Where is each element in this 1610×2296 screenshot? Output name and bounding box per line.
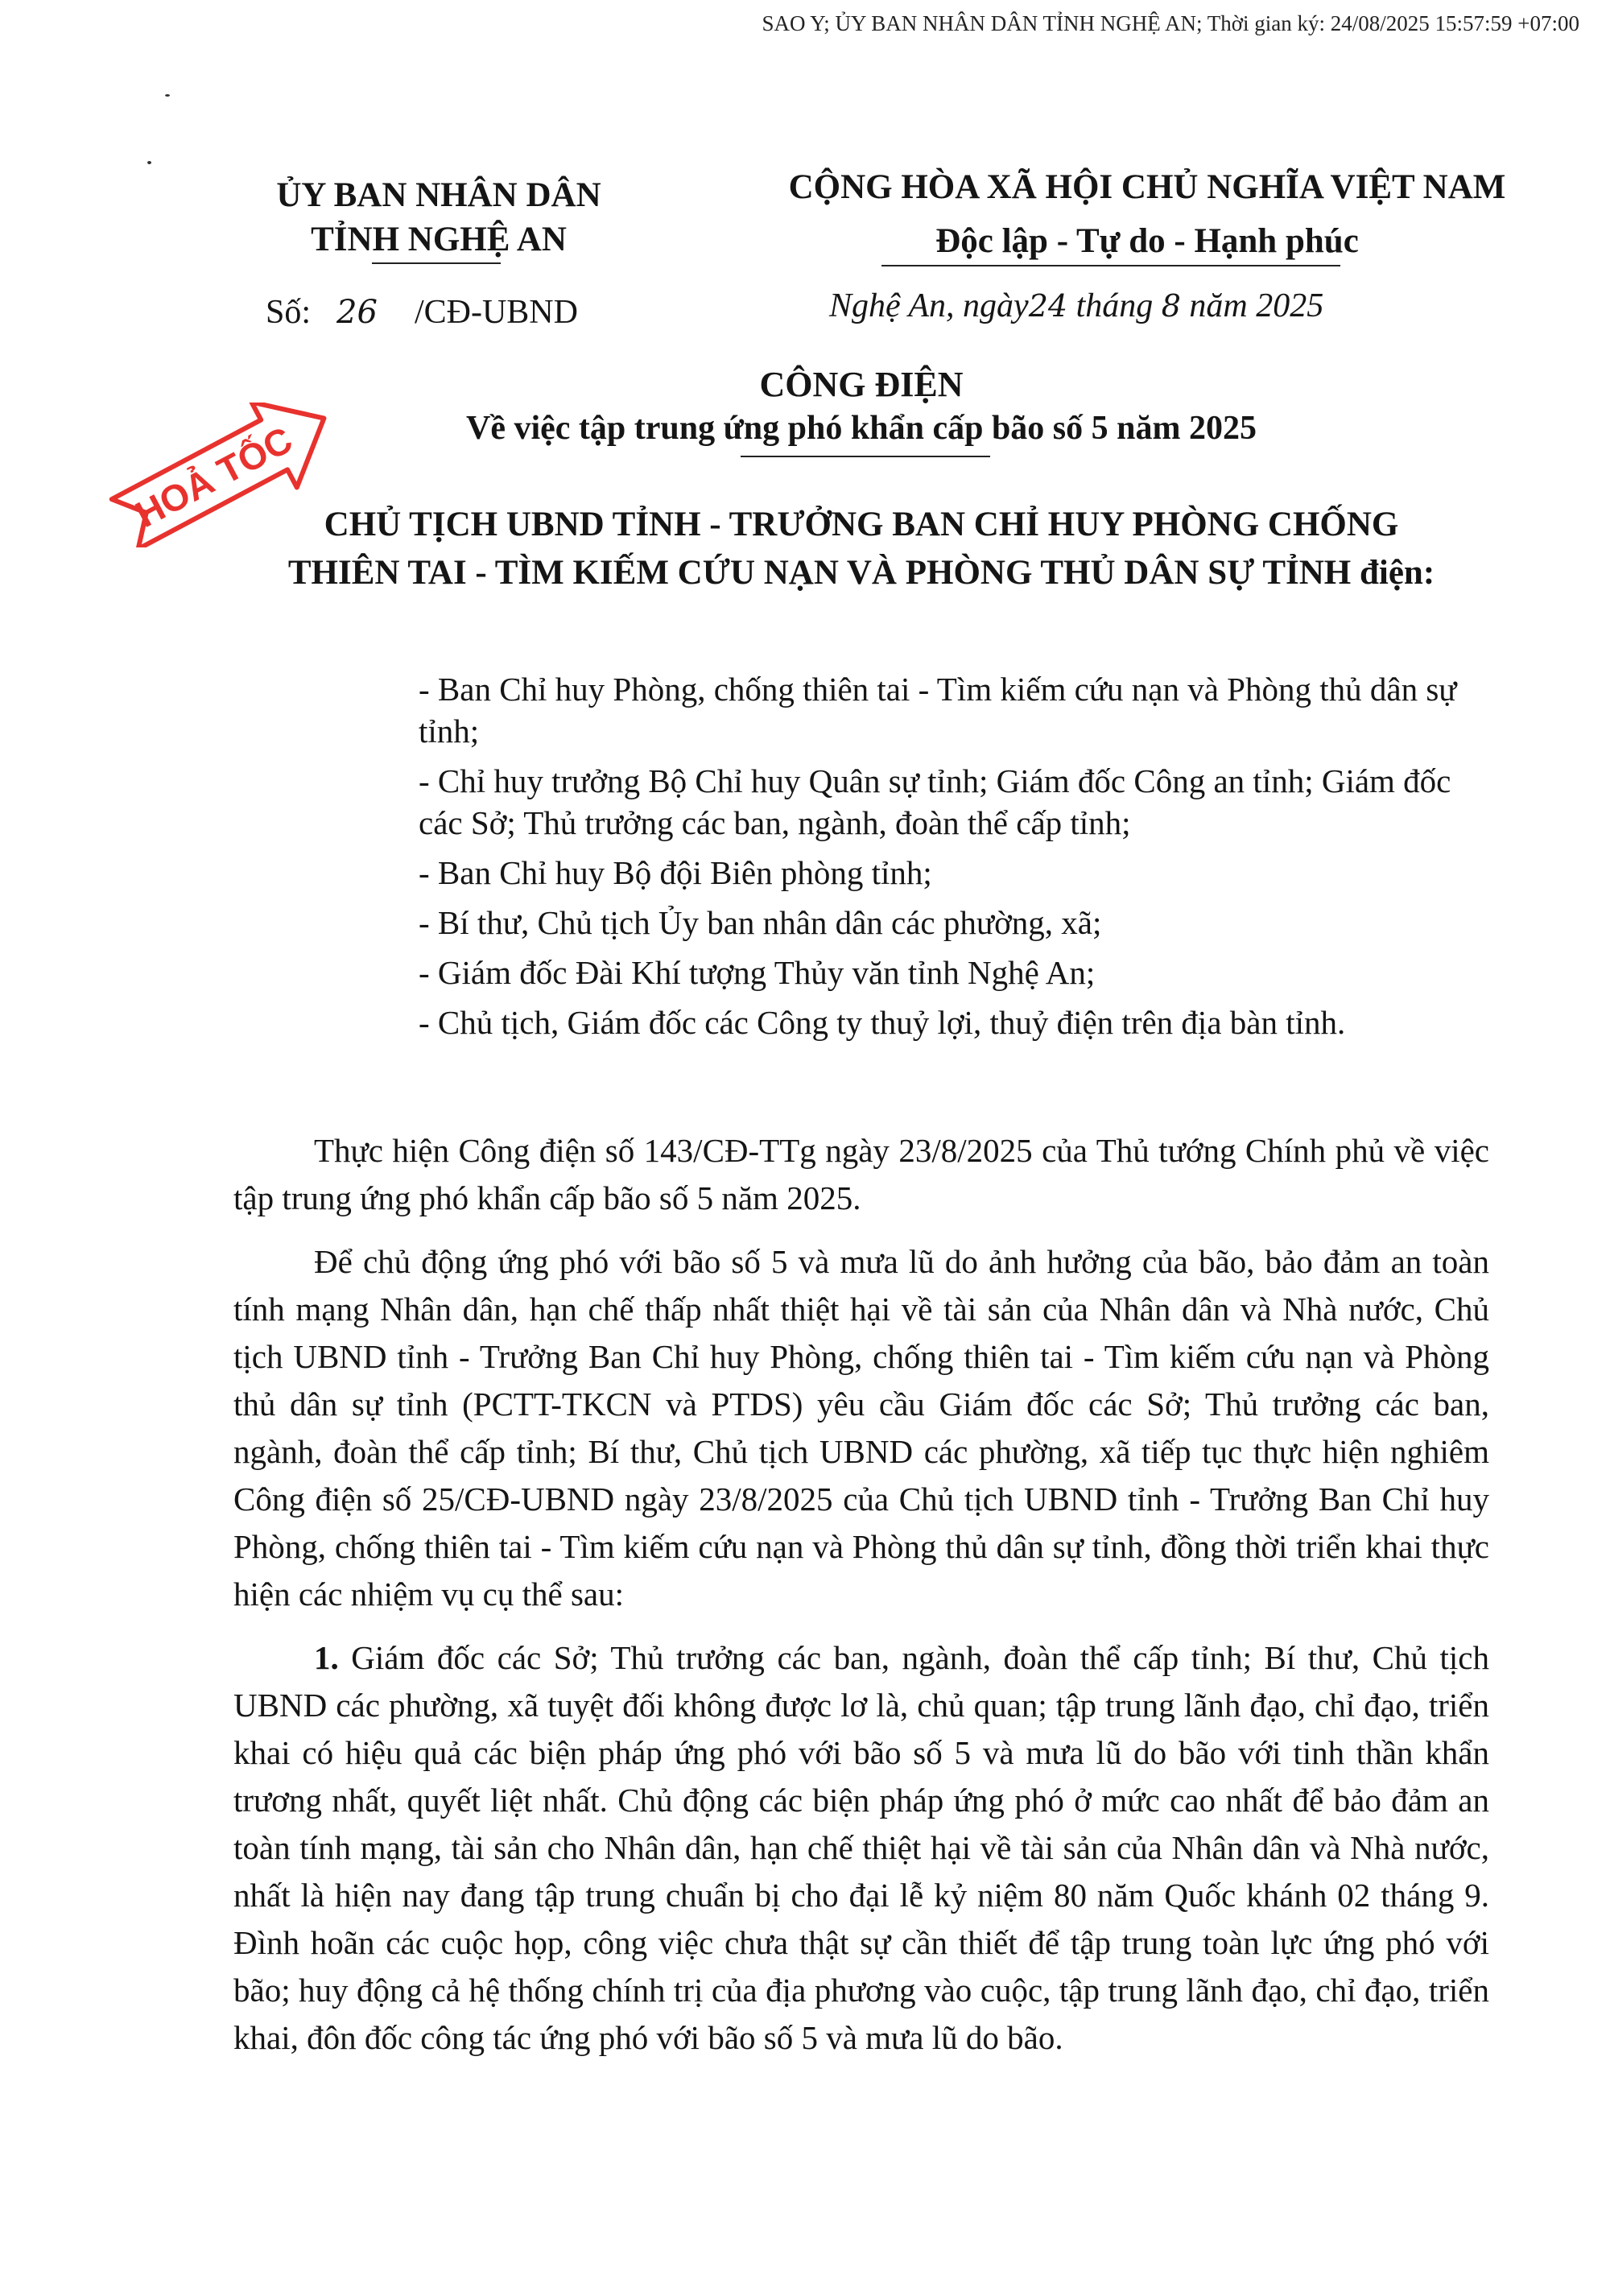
scan-speck [165, 94, 170, 97]
urgent-stamp-text: HOẢ TỐC [128, 418, 299, 536]
recipient-item: - Chủ tịch, Giám đốc các Công ty thuỷ lợi, thuỷ điện trên địa bàn tỉnh. [419, 1004, 1346, 1041]
year-label: năm 2025 [1189, 287, 1324, 324]
document-subject: Về việc tập trung ứng phó khẩn cấp bão số 5 năm 2025 [465, 410, 1257, 447]
doc-number-handwritten: 26 [336, 294, 378, 331]
body-paragraph: Để chủ động ứng phó với bão số 5 và mưa lũ do ảnh hưởng của bão, bảo đảm an toàn tính mạng Nhân dân, hạn chế thấp nhất thiệt hại về tài sản của Nhân dân và Nhà nước, Chủ tịch UBND tỉnh - Trưởng Ban Chỉ huy Phòng, chống thiên tai - Tìm kiếm cứu nạn và Phòng thủ dân sự tỉnh (PCTT-TKCN và PTDS) yêu cầu Giám đốc các Sở; Thủ trưởng các ban, ngành, đoàn thể cấp tỉnh; Bí thư, Chủ tịch UBND các phường, xã tiếp tục thực hiện nghiêm Công điện số 25/CĐ-UBND ngày 23/8/2025 của Chủ tịch UBND tỉnh - Trưởng Ban Chỉ huy Phòng, chống thiên tai - Tìm kiếm cứu nạn và Phòng thủ dân sự tỉnh, đồng thời triển khai thực hiện các nhiệm vụ cụ thể sau: [233, 1243, 1489, 1613]
doc-number-suffix: /CĐ-UBND [414, 294, 578, 331]
doc-number-label: Số: [266, 294, 312, 331]
sender-title [0, 501, 1610, 597]
recipient-item: - Chỉ huy trưởng Bộ Chỉ huy Quân sự tỉnh; Giám đốc Công an tỉnh; Giám đốc các Sở; Thủ trưởng các ban, ngành, đoàn thể cấp tỉnh; [419, 762, 1451, 841]
issuing-org-line1: ỦY BAN NHÂN DÂN [276, 176, 601, 214]
document-type-title: CÔNG ĐIỆN [759, 365, 964, 404]
recipient-item: - Ban Chỉ huy Phòng, chống thiên tai - Tìm kiếm cứu nạn và Phòng thủ dân sự tỉnh; [419, 671, 1457, 750]
document-number [266, 293, 578, 332]
recipient-item: - Giám đốc Đài Khí tượng Thủy văn tỉnh Nghệ An; [419, 954, 1096, 991]
item-number: 1. [314, 1639, 339, 1676]
place-and-date [829, 287, 1323, 325]
scan-speck [147, 161, 151, 164]
motto-underline [881, 265, 1340, 266]
month-label: tháng [1075, 287, 1154, 324]
sender-title-line1: CHỦ TỊCH UBND TỈNH - TRƯỞNG BAN CHỈ HUY PHÒNG CHỐNG [324, 506, 1399, 543]
org-underline [372, 262, 501, 264]
national-motto: Độc lập - Tự do - Hạnh phúc [935, 222, 1359, 260]
recipient-item: - Ban Chỉ huy Bộ đội Biên phòng tỉnh; [419, 854, 932, 891]
issuing-org-line2: TỈNH NGHỆ AN [311, 221, 567, 258]
place-label: Nghệ An, ngày [829, 287, 1029, 324]
recipient-item: - Bí thư, Chủ tịch Ủy ban nhân dân các phường, xã; [419, 904, 1102, 941]
recipient-list [419, 668, 1489, 1051]
document-body [233, 1127, 1489, 2078]
body-paragraph: Thực hiện Công điện số 143/CĐ-TTg ngày 23/8/2025 của Thủ tướng Chính phủ về việc tập trung ứng phó khẩn cấp bão số 5 năm 2025. [233, 1132, 1489, 1216]
digital-signature-stamp: SAO Y; ỦY BAN NHÂN DÂN TỈNH NGHỆ AN; Thời gian ký: 24/08/2025 15:57:59 +07:00 [762, 11, 1579, 35]
subject-underline [741, 456, 990, 457]
date-day-handwritten: 24 [1028, 288, 1068, 324]
date-month-handwritten: 8 [1161, 288, 1181, 324]
national-title: CỘNG HÒA XÃ HỘI CHỦ NGHĨA VIỆT NAM [788, 168, 1506, 206]
item-text: Giám đốc các Sở; Thủ trưởng các ban, ngành, đoàn thể cấp tỉnh; Bí thư, Chủ tịch UBND các phường, xã tuyệt đối không được lơ là, chủ quan; tập trung lãnh đạo, chỉ đạo, triển khai có hiệu quả các biện pháp ứng phó với bão số 5 và mưa lũ do bão với tinh thần khẩn trương nhất, quyết liệt nhất. Chủ động các biện pháp ứng phó ở mức cao nhất để bảo đảm an toàn tính mạng, tài sản cho Nhân dân, hạn chế thiệt hại về tài sản của Nhân dân và Nhà nước, nhất là hiện nay đang tập trung chuẩn bị cho đại lễ kỷ niệm 80 năm Quốc khánh 02 tháng 9. Đình hoãn các cuộc họp, công việc chưa thật sự cần thiết để tập trung toàn lực ứng phó với bão; huy động cả hệ thống chính trị của địa phương vào cuộc, tập trung lãnh đạo, chỉ đạo, triển khai, đôn đốc công tác ứng phó với bão số 5 và mưa lũ do bão. [233, 1639, 1489, 2056]
sender-title-line2: THIÊN TAI - TÌM KIẾM CỨU NẠN VÀ PHÒNG THỦ DÂN SỰ TỈNH điện: [287, 554, 1435, 592]
body-item-1 [233, 1634, 1489, 2062]
